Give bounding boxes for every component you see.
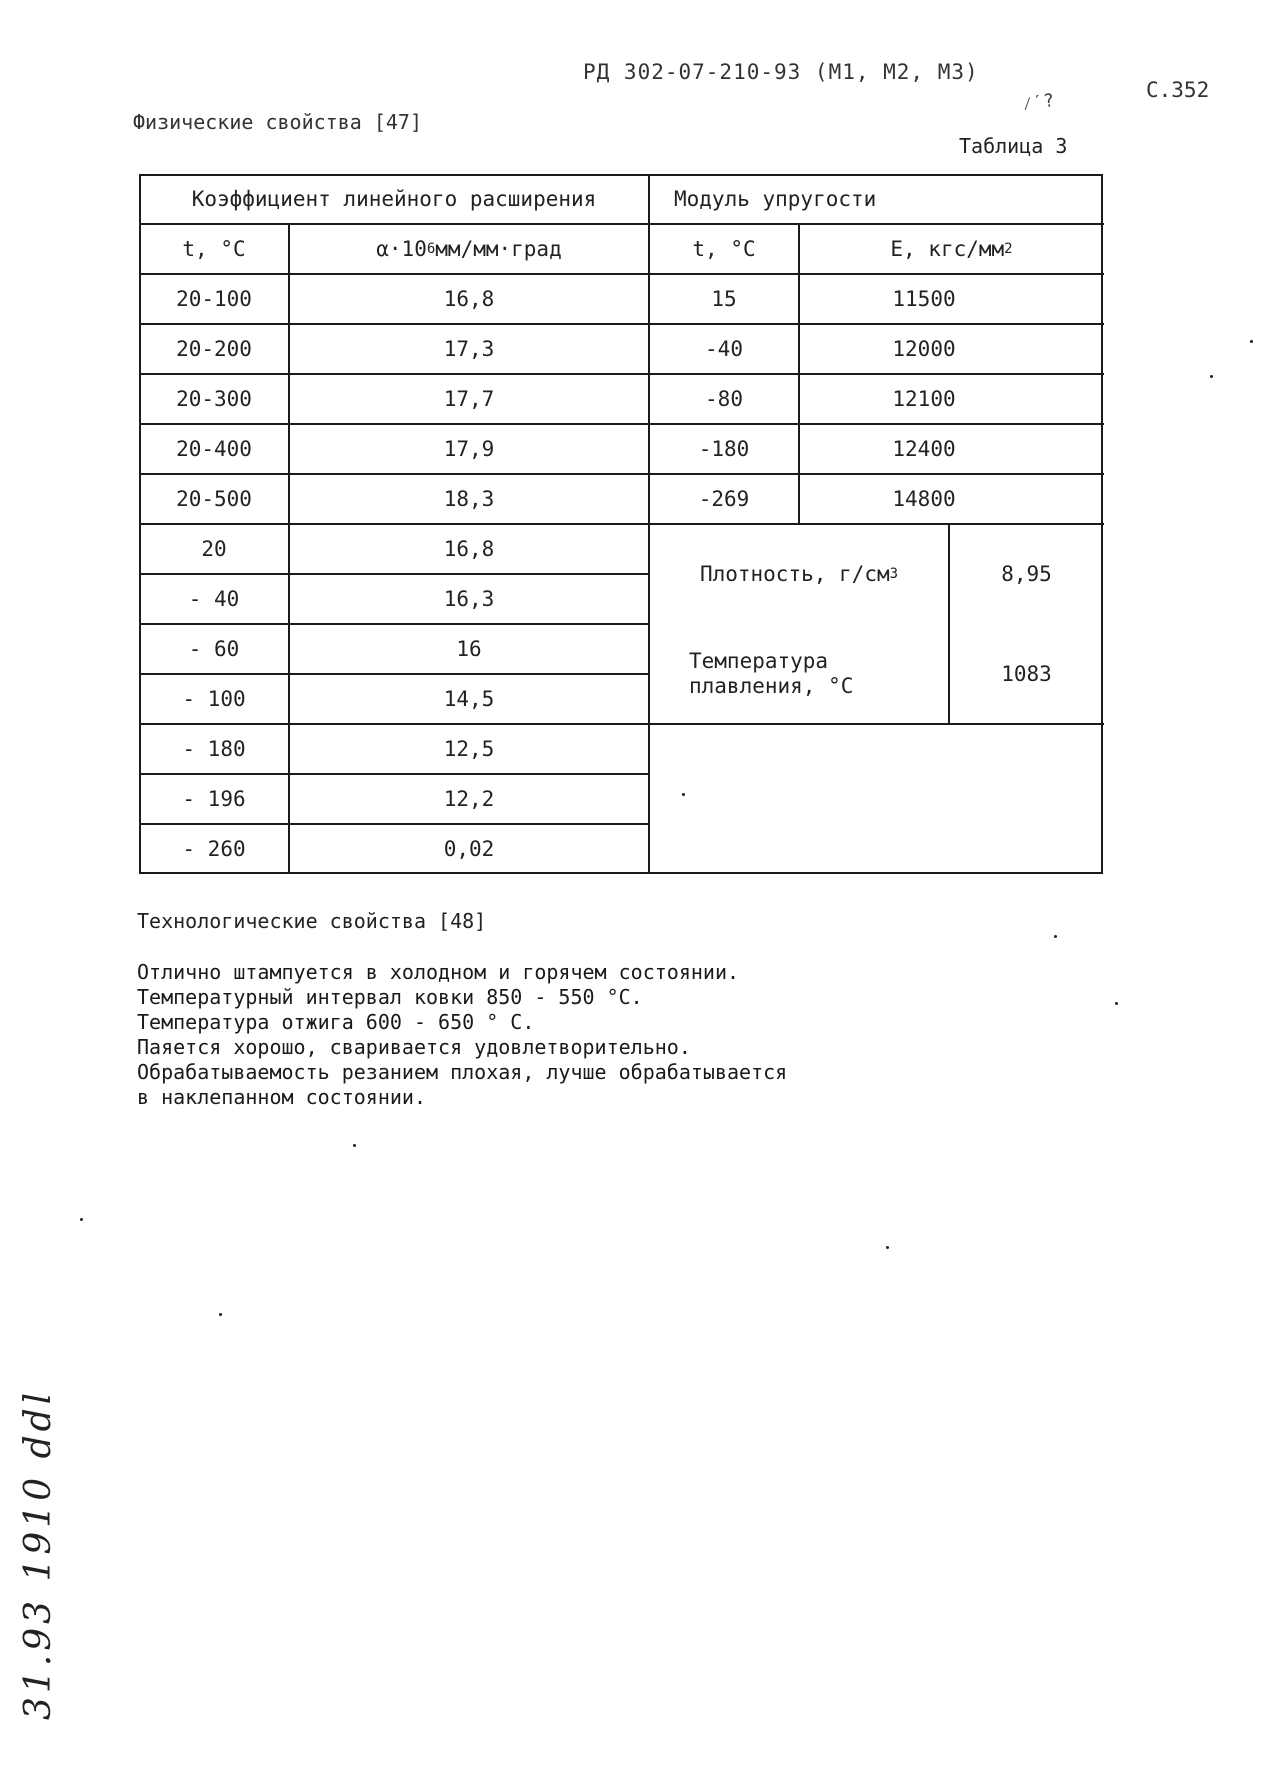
mod-E-cell: 12400	[892, 437, 956, 461]
exp-alpha-cell: 16,3	[443, 587, 495, 611]
exp-t-cell: 20-400	[176, 437, 252, 461]
exp-t-cell: - 40	[188, 587, 240, 611]
mod-t-cell: -180	[698, 437, 750, 461]
header-modulus: Модуль упругости	[674, 187, 877, 211]
melting-label-line1: Температура	[689, 649, 829, 673]
density-label	[649, 524, 949, 624]
col-header-t2: t, °C	[692, 237, 756, 261]
col-header-alpha	[289, 224, 649, 274]
exp-t-cell: - 180	[182, 737, 246, 761]
exp-t-cell: 20-200	[176, 337, 252, 361]
scan-speck	[1210, 375, 1213, 378]
mod-E-cell: 11500	[892, 287, 956, 311]
scan-speck	[80, 1218, 83, 1221]
exp-t-cell: - 196	[182, 787, 246, 811]
scan-speck	[1054, 935, 1057, 938]
mod-E-cell: 12100	[892, 387, 956, 411]
handwritten-mark: ⁄ˊ?	[1020, 89, 1056, 116]
exp-t-cell: 20	[201, 537, 227, 561]
exp-alpha-cell: 14,5	[443, 687, 495, 711]
density-exponent: 3	[889, 566, 899, 582]
scan-speck	[682, 793, 685, 796]
exp-alpha-cell: 16,8	[443, 287, 495, 311]
col-header-t: t, °C	[182, 237, 246, 261]
exp-alpha-cell: 17,7	[443, 387, 495, 411]
mod-t-cell: 15	[711, 287, 737, 311]
tech-paragraph	[137, 960, 787, 1110]
table-caption: Таблица 3	[959, 134, 1068, 158]
E-exponent: 2	[1004, 241, 1013, 257]
E-label: E, кгс/мм	[890, 237, 1005, 261]
mod-t-cell: -269	[698, 487, 750, 511]
exp-t-cell: 20-500	[176, 487, 252, 511]
page-number: С.352	[1146, 78, 1210, 102]
scan-speck	[1115, 1002, 1118, 1005]
header-expansion: Коэффициент линейного расширения	[191, 187, 597, 211]
scan-speck	[1250, 340, 1253, 343]
scan-speck	[886, 1246, 889, 1249]
alpha-unit: мм/мм·град	[435, 237, 562, 261]
tech-line: Паяется хорошо, сваривается удовлетворительно.	[137, 1035, 691, 1059]
mod-E-cell: 14800	[892, 487, 956, 511]
handwritten-signature: 31.93 1910 ddl	[18, 1388, 59, 1720]
scan-speck	[353, 1144, 356, 1147]
exp-alpha-cell: 0,02	[443, 837, 495, 861]
exp-alpha-cell: 12,5	[443, 737, 495, 761]
mod-E-cell: 12000	[892, 337, 956, 361]
exp-t-cell: - 100	[182, 687, 246, 711]
alpha-exponent: 6	[426, 241, 436, 257]
exp-t-cell: - 60	[188, 637, 240, 661]
exp-t-cell: 20-100	[176, 287, 252, 311]
mod-t-cell: -40	[705, 337, 743, 361]
tech-line: Температура отжига 600 - 650 ° C.	[137, 1010, 535, 1034]
scan-speck	[219, 1313, 222, 1316]
alpha-label: α·10	[376, 237, 427, 261]
section-title: Физические свойства [47]	[133, 110, 422, 134]
tech-line: Отлично штампуется в холодном и горячем состоянии.	[137, 960, 740, 984]
melting-label-line2: плавления, °C	[689, 674, 854, 698]
tech-line: Обрабатываемость резанием плохая, лучше обрабатывается	[137, 1060, 788, 1084]
tech-line: Температурный интервал ковки 850 - 550 °C.	[137, 985, 643, 1009]
exp-alpha-cell: 16,8	[443, 537, 495, 561]
exp-t-cell: - 260	[182, 837, 246, 861]
density-value: 8,95	[1001, 562, 1052, 586]
tech-line: в наклепанном состоянии.	[137, 1085, 426, 1109]
melting-value: 1083	[1001, 662, 1052, 686]
mod-t-cell: -80	[705, 387, 743, 411]
exp-alpha-cell: 16	[456, 637, 482, 661]
tech-section-title: Технологические свойства [48]	[137, 909, 487, 933]
properties-table	[139, 174, 1104, 874]
exp-alpha-cell: 17,3	[443, 337, 495, 361]
exp-alpha-cell: 17,9	[443, 437, 495, 461]
exp-alpha-cell: 18,3	[443, 487, 495, 511]
exp-alpha-cell: 12,2	[443, 787, 495, 811]
col-header-E	[799, 224, 1104, 274]
document-code: РД 302-07-210-93 (М1, М2, М3)	[583, 60, 979, 84]
density-text: Плотность, г/см	[699, 562, 890, 586]
melting-label	[649, 624, 949, 724]
exp-t-cell: 20-300	[176, 387, 252, 411]
